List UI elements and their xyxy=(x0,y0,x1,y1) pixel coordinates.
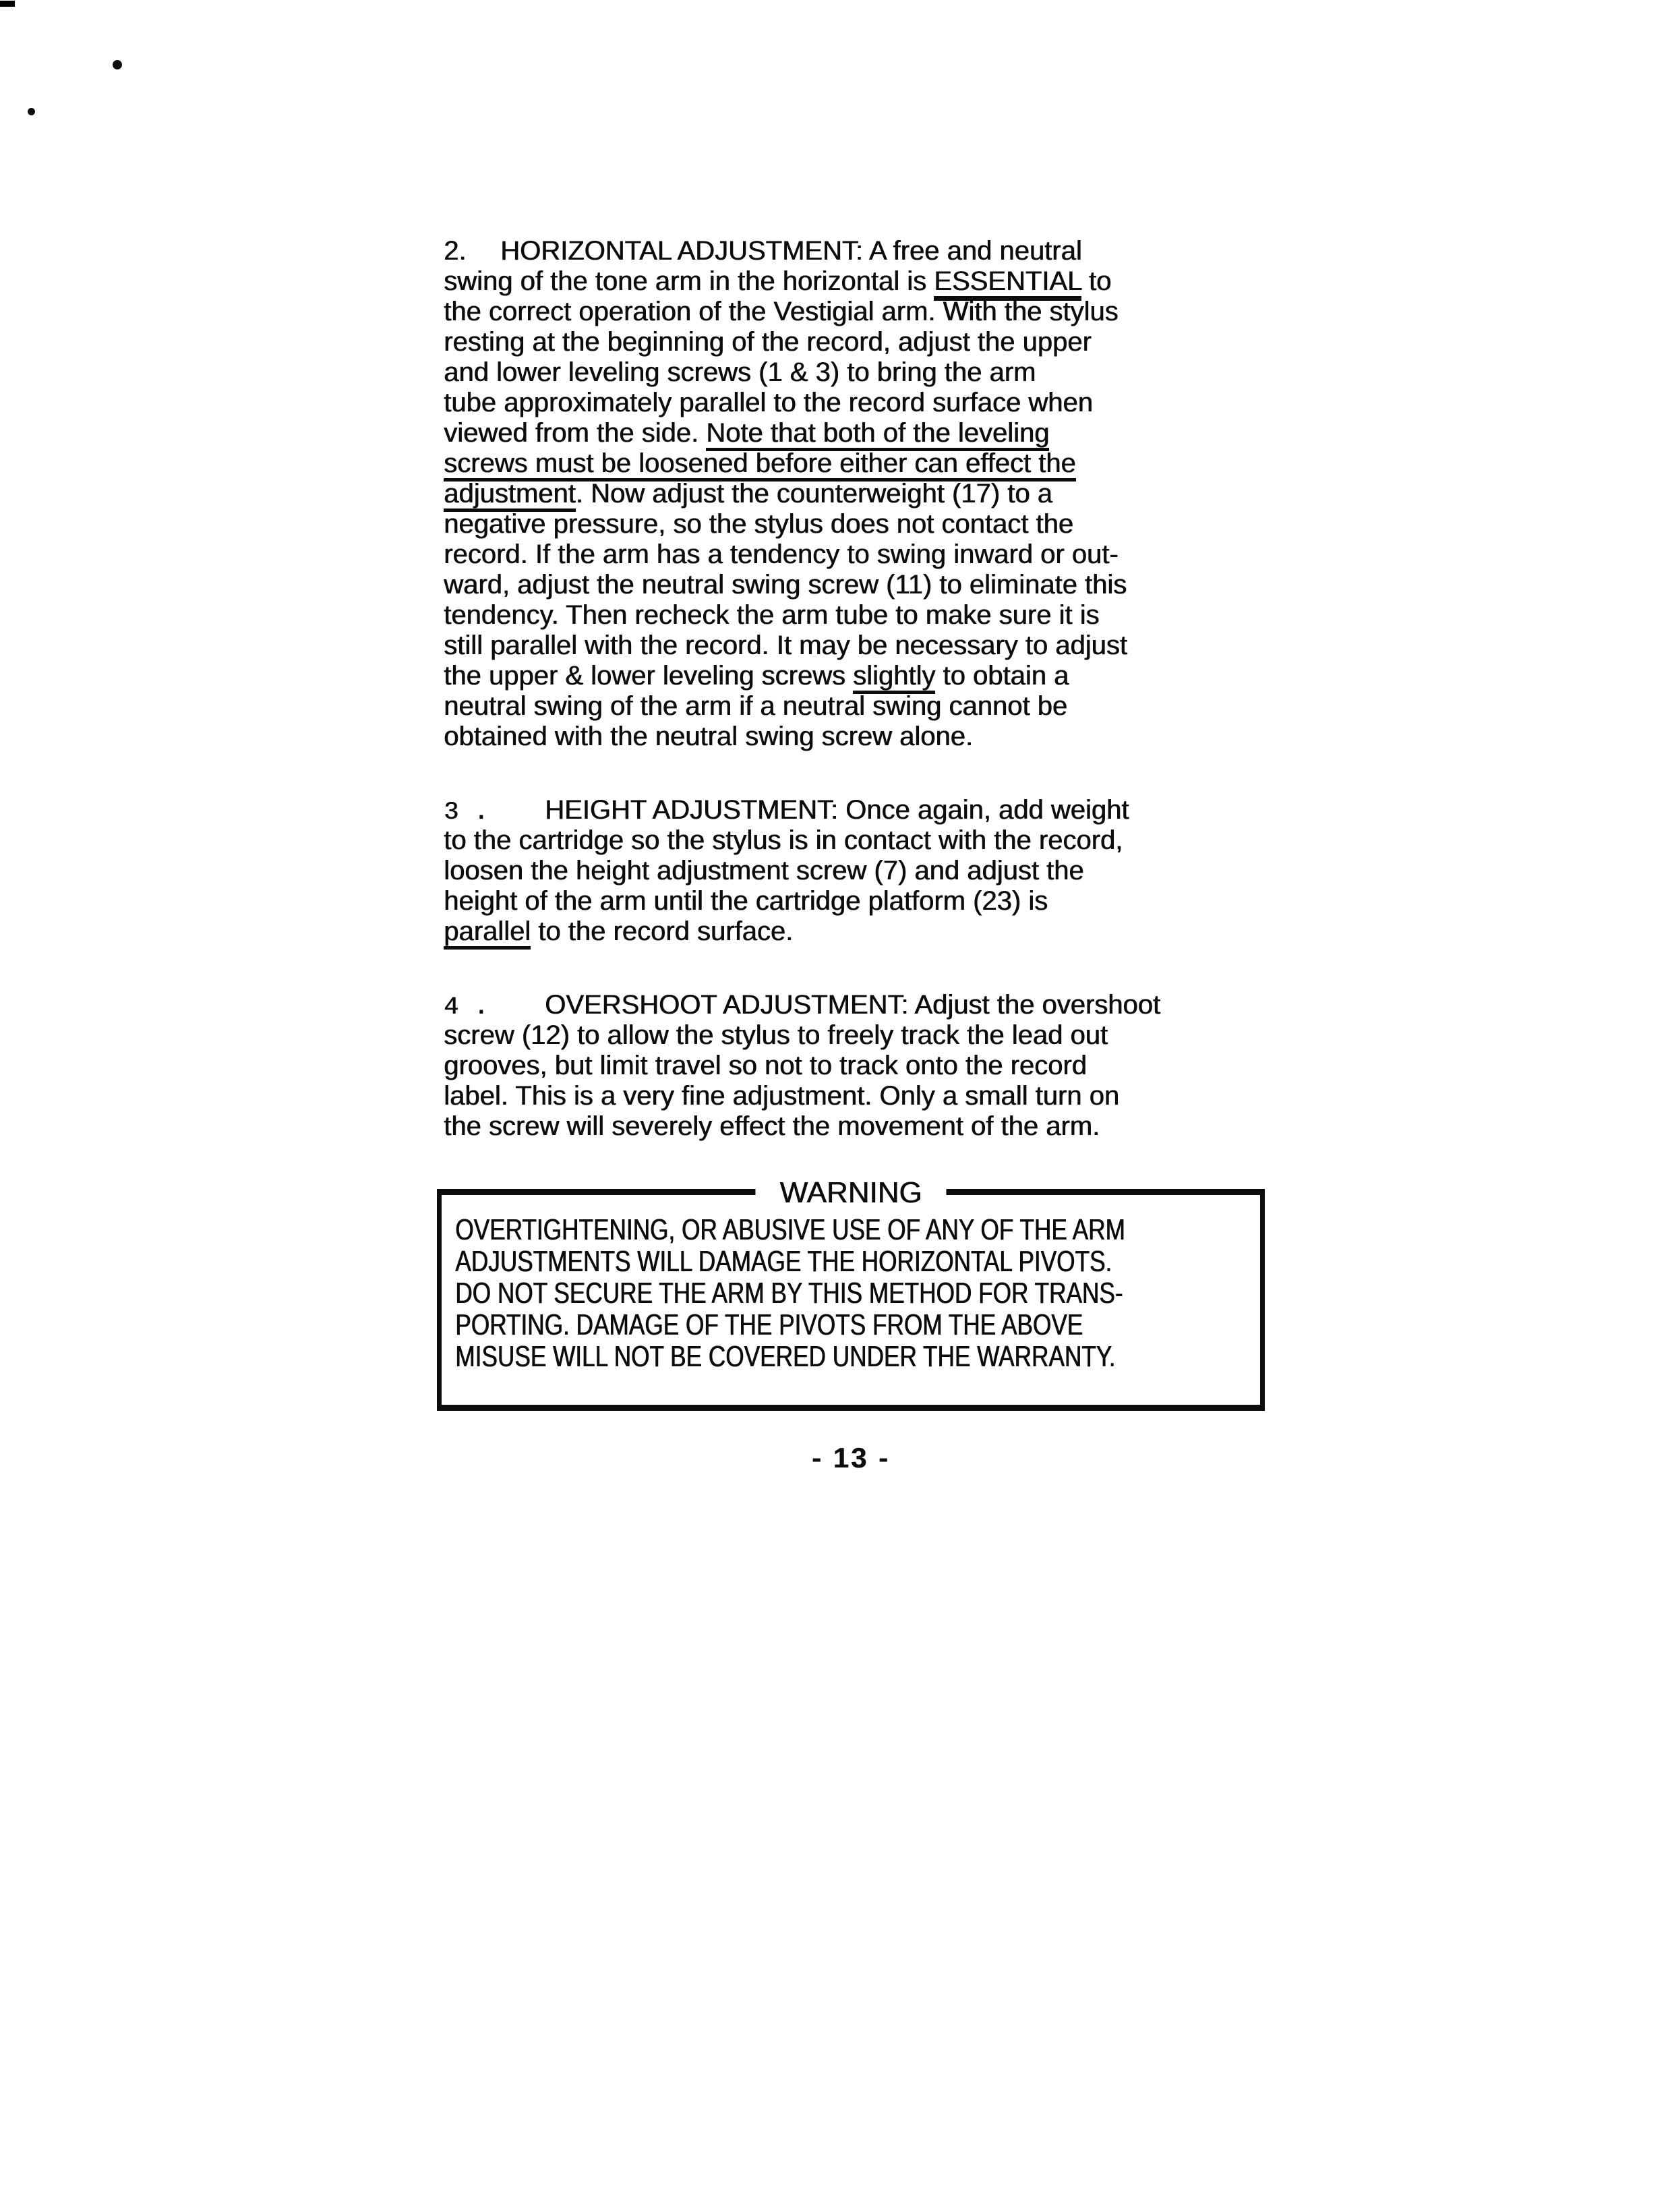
text-segment: neutral swing of the arm if a neutral swing cannot be xyxy=(444,691,1067,721)
text-segment: . Now adjust the counterweight (17) to a xyxy=(575,479,1052,508)
text-line xyxy=(444,570,1307,600)
text-segment: to obtain a xyxy=(935,661,1069,691)
text-line xyxy=(444,990,1307,1020)
scan-artifact-corner-mark xyxy=(0,1,15,7)
text-segment: negative pressure, so the stylus does not contact the xyxy=(444,509,1073,539)
text-segment: HEIGHT ADJUSTMENT: Once again, add weight xyxy=(545,795,1129,825)
text-segment: the screw will severely effect the movement of the arm. xyxy=(444,1111,1100,1141)
text-segment: grooves, but limit travel so not to track onto the record xyxy=(444,1051,1087,1080)
warning-title: WARNING xyxy=(755,1175,946,1211)
text-line xyxy=(444,916,1307,947)
body-text xyxy=(444,236,1307,1185)
text-segment: tendency. Then recheck the arm tube to make sure it is xyxy=(444,600,1100,630)
text-segment: and lower leveling screws (1 & 3) to bring the arm xyxy=(444,357,1036,387)
page-number: - 13 - xyxy=(811,1442,891,1474)
text-segment: ESSENTIAL xyxy=(934,266,1081,301)
text-line xyxy=(444,236,1307,266)
text-segment: Note that both of the leveling xyxy=(706,418,1049,451)
warning-line: PORTING. DAMAGE OF THE PIVOTS FROM THE ABOVE xyxy=(455,1308,1083,1341)
text-line xyxy=(444,388,1307,418)
warning-box xyxy=(437,1176,1265,1411)
warning-text xyxy=(455,1214,1292,1372)
text-segment: obtained with the neutral swing screw alone. xyxy=(444,722,973,751)
scan-artifact-ink-dot xyxy=(113,60,122,69)
text-line xyxy=(444,825,1307,856)
text-line xyxy=(444,691,1307,722)
text-line xyxy=(444,1081,1307,1111)
text-segment: swing of the tone arm in the horizontal is xyxy=(444,266,934,296)
text-segment: tube approximately parallel to the record surface when xyxy=(444,388,1093,417)
text-segment: 3 . xyxy=(444,798,489,827)
text-line xyxy=(444,327,1307,357)
text-segment: the correct operation of the Vestigial arm. With the stylus xyxy=(444,297,1119,326)
text-segment: to xyxy=(1081,266,1112,296)
text-line xyxy=(444,266,1307,297)
text-line xyxy=(444,795,1307,825)
text-line xyxy=(444,509,1307,540)
text-line xyxy=(444,540,1307,570)
warning-line: MISUSE WILL NOT BE COVERED UNDER THE WARRANTY. xyxy=(455,1340,1116,1373)
text-segment: height of the arm until the cartridge platform (23) is xyxy=(444,886,1048,916)
text-segment: screws must be loosened before either can effect the xyxy=(444,448,1076,482)
section-overshoot-adjustment xyxy=(444,990,1307,1142)
text-line xyxy=(444,479,1307,509)
text-segment: label. This is a very fine adjustment. Only a small turn on xyxy=(444,1081,1119,1111)
warning-line: ADJUSTMENTS WILL DAMAGE THE HORIZONTAL PIVOTS. xyxy=(455,1245,1112,1278)
text-line xyxy=(444,856,1307,886)
text-line xyxy=(444,886,1307,916)
text-line xyxy=(444,357,1307,388)
section-height-adjustment xyxy=(444,795,1307,947)
text-segment: 4 . xyxy=(444,993,489,1022)
text-line xyxy=(444,297,1307,327)
text-segment: ward, adjust the neutral swing screw (11) to eliminate this xyxy=(444,570,1127,600)
text-segment: record. If the arm has a tendency to swing inward or out- xyxy=(444,540,1119,569)
scan-artifact-ink-dot xyxy=(28,108,35,115)
text-line xyxy=(444,1111,1307,1142)
text-line xyxy=(444,661,1307,691)
text-line xyxy=(444,600,1307,631)
warning-line: DO NOT SECURE THE ARM BY THIS METHOD FOR TRANS- xyxy=(455,1277,1123,1310)
text-segment: adjustment xyxy=(444,479,576,512)
text-segment: to the record surface. xyxy=(530,916,794,946)
text-segment: parallel xyxy=(444,916,531,950)
text-line xyxy=(444,448,1307,479)
text-segment: slightly xyxy=(853,661,935,694)
text-segment: HORIZONTAL ADJUSTMENT: A free and neutral xyxy=(500,236,1082,266)
section-horizontal-adjustment xyxy=(444,236,1307,752)
text-segment: the upper & lower leveling screws xyxy=(444,661,853,691)
text-segment: 2. xyxy=(444,236,467,266)
text-segment: screw (12) to allow the stylus to freely track the lead out xyxy=(444,1020,1108,1050)
text-line xyxy=(444,631,1307,661)
text-line xyxy=(444,1051,1307,1081)
text-segment: to the cartridge so the stylus is in contact with the record, xyxy=(444,825,1123,855)
text-line xyxy=(444,418,1307,448)
text-segment: resting at the beginning of the record, adjust the upper xyxy=(444,327,1092,357)
text-line xyxy=(444,1020,1307,1051)
text-segment: loosen the height adjustment screw (7) and adjust the xyxy=(444,856,1084,885)
text-segment: viewed from the side. xyxy=(444,418,707,448)
text-segment: OVERSHOOT ADJUSTMENT: Adjust the overshoot xyxy=(545,990,1160,1020)
text-line xyxy=(444,722,1307,752)
warning-line: OVERTIGHTENING, OR ABUSIVE USE OF ANY OF THE ARM xyxy=(455,1213,1125,1246)
text-segment: still parallel with the record. It may be necessary to adjust xyxy=(444,631,1127,660)
